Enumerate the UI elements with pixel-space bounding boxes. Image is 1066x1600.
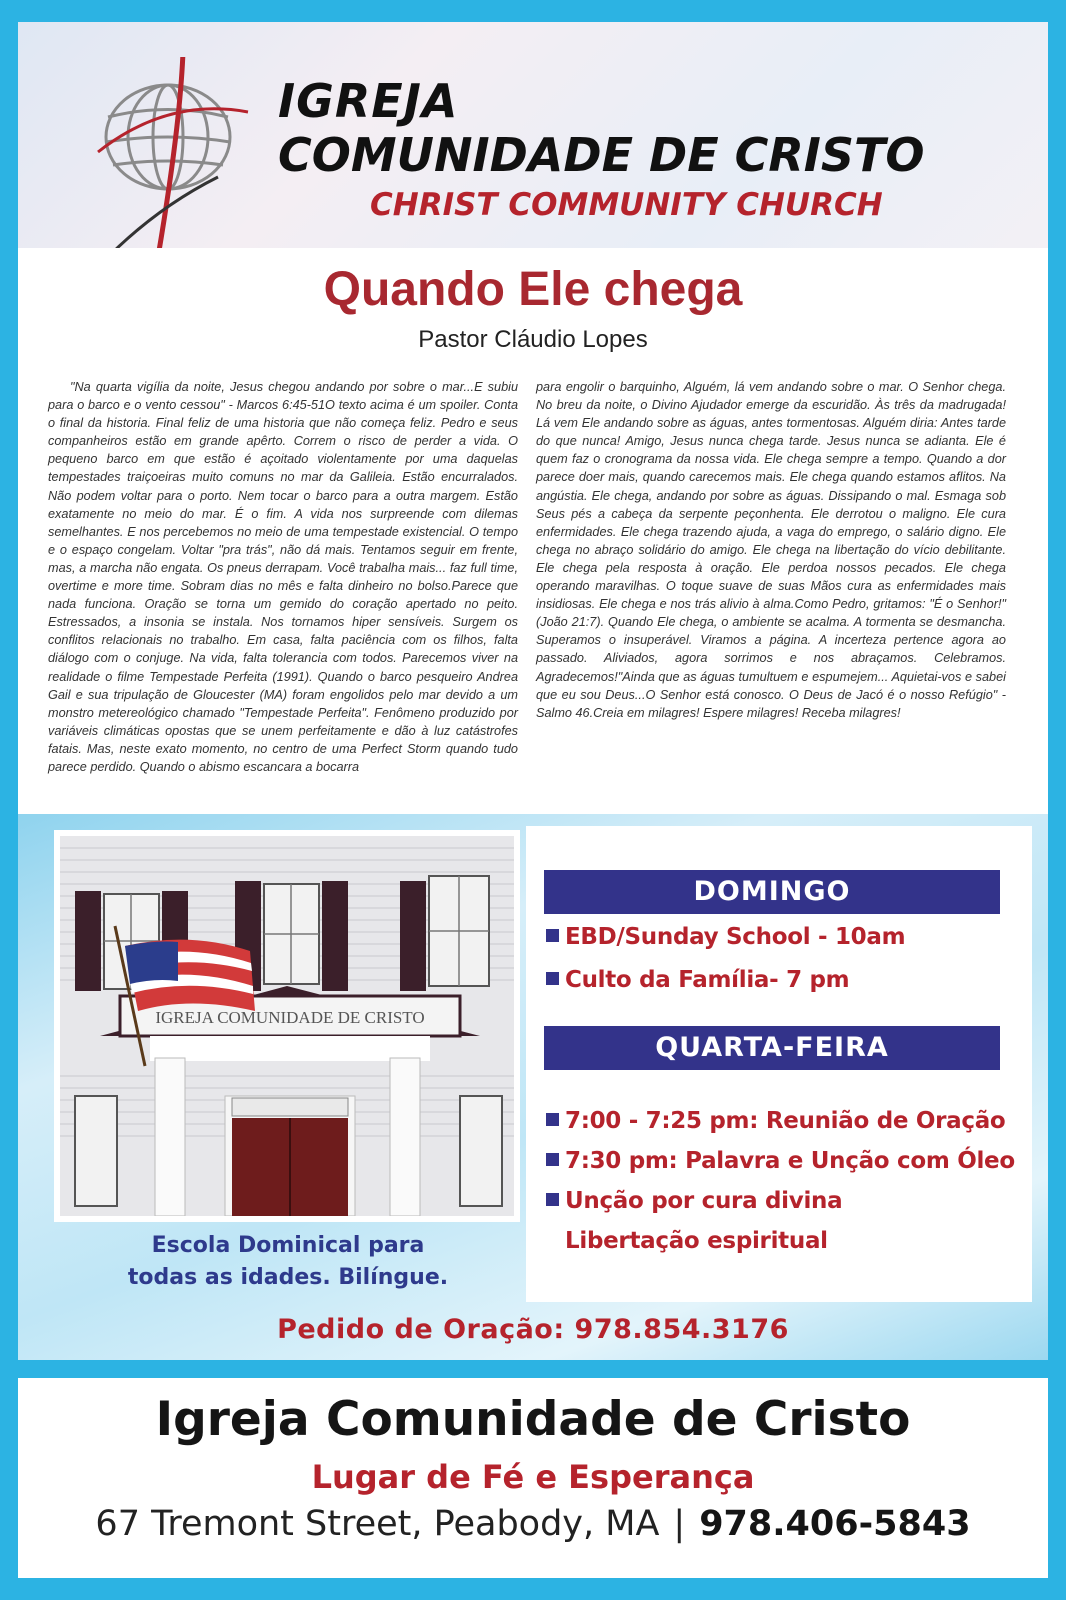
sunday-heading: DOMINGO — [544, 870, 1000, 914]
wednesday-item: 7:00 - 7:25 pm: Reunião de Oração — [546, 1108, 1005, 1134]
footer-contact — [18, 1504, 1048, 1544]
footer-tagline: Lugar de Fé e Esperança — [311, 1458, 755, 1496]
prayer-request-line: Pedido de Oração: 978.854.3176 — [277, 1314, 789, 1345]
schedule-panel — [526, 826, 1032, 1302]
wednesday-heading: QUARTA-FEIRA — [544, 1026, 1000, 1070]
bullet-icon — [546, 929, 559, 942]
wednesday-item: 7:30 pm: Palavra e Unção com Óleo — [546, 1148, 1015, 1174]
article-section — [18, 248, 1048, 814]
church-photo-frame — [54, 830, 520, 1222]
footer-church-name: Igreja Comunidade de Cristo — [155, 1392, 911, 1447]
header-title-english: CHRIST COMMUNITY CHURCH — [370, 187, 883, 223]
sunday-school-line1: Escola Dominical para — [151, 1233, 425, 1258]
church-sign-text: IGREJA COMUNIDADE DE CRISTO — [155, 1008, 425, 1027]
info-section — [18, 814, 1048, 1360]
bullet-icon — [546, 1113, 559, 1126]
globe-cross-logo — [88, 57, 268, 257]
sunday-school-line2: todas as idades. Bilíngue. — [127, 1265, 449, 1290]
header-title-line2: COMUNIDADE DE CRISTO — [278, 128, 925, 182]
article-column-left: "Na quarta vigília da noite, Jesus chegou andando por sobre o mar...E subiu para o barco e o vento cessou" - Marcos 6:45-51O texto acima é um spoiler. Conta o final da historia. Final feliz de uma historia que não começa feliz. Pedro e seus companheiros estão em grande apêrto. Correm o risco de perder a vida. O pequeno barco em que estão é açoitado violentamente por uma daquelas tempestades traiçoeiras muito comuns no mar da Galileia. Estão encurralados. Não podem voltar para o porto. Nem tocar o barco para a outra margem. Estão exatamente no meio do mar. É o fim. A vida nos surpreende com dilemas semelhantes. E nos percebemos no meio de uma tempestade existencial. O tempo e o espaço congelam. Voltar "pra trás", não dá mais. Tentamos seguir em frente, mas, a marcha não engata. Os pneus derrapam. Você trabalha mais... faz full time, overtime e more time. Sobram dias no mês e falta dinheiro no bolso.Parece que nada funciona. Oração se torna um gemido do coração apertado no peito. Estressados, a insonia se instala. Nos tornamos hiper sensíveis. Surgem os conflitos relacionais no trabalho. Em casa, falta paciência com os filhos, falta diálogo com o conjuge. Na vida, falta tolerancia com todos. Parecemos viver na realidade o filme Tempestade Perfeita (1991). Quando o barco pesqueiro Andrea Gail e sua tripulação de Gloucester (MA) foram engolidos pelo mar devido a um monstro metereológico chamado "Tempestade Perfeita". Fenômeno produzido por variáveis climáticas opostas que se unem perfeitamente e dão à luz catástrofes fatais. Mas, neste exato momento, no centro de uma Perfect Storm quando tudo parece perdido. Quando o abismo escancara a bocarra — [48, 380, 518, 774]
footer-separator: | — [673, 1504, 686, 1544]
sunday-school-note — [58, 1230, 518, 1294]
article-column-right: para engolir o barquinho, Alguém, lá vem andando sobre o mar. O Senhor chega. No breu da noite, o Divino Ajudador emerge da escuridão. Às três da madrugada! Lá vem Ele andando sobre as águas, antes tormentosas. Alguém diria: Antes tarde do que nunca! Amigo, Jesus nunca chega tarde. Jesus nunca se adianta. Ele é quem faz o cronograma da nossa vida. Ele chega sempre a tempo. Quando a dor parece doer mais, quando carecemos mais. Ele chega quando estamos aflitos. Na angústia. Ele chega, andando por sobre as águas. Dissipando o mal. Esmaga sob Seus pés a cabeça da serpente peçonhenta. Ele derrotou o maligno. Ele cura enfermidades. Ele chega trazendo ajuda, a vaga do emprego, o salário digno. Ele chega no abraço solidário do amigo. Ele chega na libertação do vício debilitante. Ele chega pela resposta à oração. Ele perdoa nossos pecados. Ele chega operando maravilhas. O toque suave de suas Mãos cura as enfermidades mais insidiosas. Ele chega e nos trás alivio à alma.Como Pedro, gritamos: "É o Senhor!" (João 21:7). Quando Ele chega, o ambiente se acalma. A tormenta se desmancha. Superamos o insuperável. Viramos a página. A incerteza pertence agora ao passado. Aliviados, agora sorrimos e nos abraçamos. Celebramos. Agradecemos!"Ainda que as águas tumultuem e espumejem... Aquietai-vos e sabei que eu sou Deus...O Senhor está conosco. O Deus de Jacó é o nosso Refúgio" - Salmo 46.Creia em milagres! Espere milagres! Receba milagres! — [536, 380, 1006, 720]
bullet-icon — [546, 1193, 559, 1206]
church-photo — [60, 836, 514, 1216]
header-title-line1: IGREJA — [278, 74, 459, 128]
footer-address: 67 Tremont Street, Peabody, MA — [95, 1504, 660, 1544]
sunday-item: Culto da Família- 7 pm — [546, 967, 849, 993]
article-title: Quando Ele chega — [323, 263, 743, 316]
header-banner — [18, 22, 1048, 248]
article-author: Pastor Cláudio Lopes — [418, 326, 648, 353]
sunday-item: EBD/Sunday School - 10am — [546, 924, 905, 950]
footer-phone: 978.406-5843 — [699, 1504, 971, 1544]
bullet-icon — [546, 972, 559, 985]
footer — [18, 1378, 1048, 1578]
wednesday-item-extra: Libertação espiritual — [565, 1228, 828, 1254]
bullet-icon — [546, 1153, 559, 1166]
wednesday-item: Unção por cura divina — [546, 1188, 842, 1214]
